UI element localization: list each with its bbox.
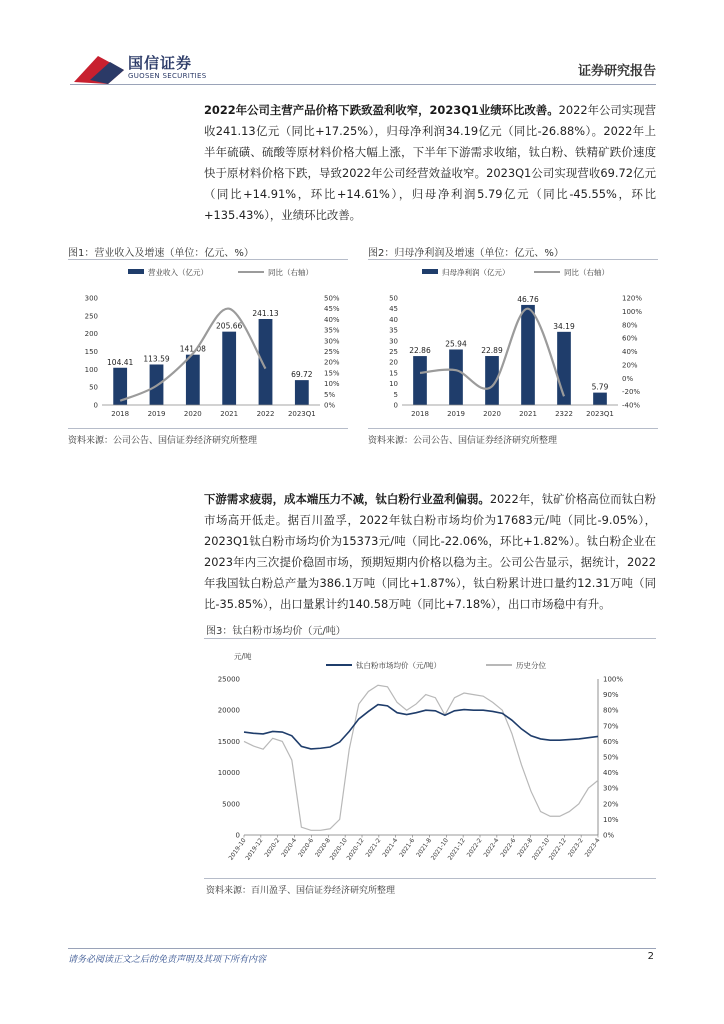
figure3-bottom-rule [204, 878, 656, 879]
x-tick-label: 2019-10 [227, 837, 248, 862]
paragraph-body: 2022年，钛矿价格高位而钛白粉市场高开低走。据百川盈孚，2022年钛白粉市场均价为17683元/吨（同比-9.05%），2023Q1钛白粉市场均价为15373元/吨（同比-22.06%，环比+1.82%）。钛白粉企业在2023年内三次提价稳固市场，预期短期内价格以稳为主。公司公告显示，据统计，2022年我国钛白粉总产量为386.1万吨（同比+1.87%），钛白粉累计进口量约12.31万吨（同比-35.85%），出口量累计约140.58万吨（同比+7.18%），出口市场稳中有升。 [204, 492, 656, 611]
y-left-tick-label: 0 [235, 831, 240, 840]
y-right-tick-label: 45% [324, 305, 340, 314]
figure1-source: 资料来源：公司公告、国信证券经济研究所整理 [68, 436, 258, 446]
y-left-tick-label: 25000 [217, 675, 240, 684]
figure3-top-rule [204, 638, 656, 639]
x-tick-label: 2020-2 [263, 837, 282, 859]
x-tick-label: 2022-12 [547, 837, 568, 862]
x-tick-label: 2023-4 [583, 837, 602, 859]
x-tick-label: 2023-2 [566, 837, 585, 859]
y-right-tick-label: 40% [603, 769, 619, 778]
y-right-tick-label: 10% [603, 815, 619, 824]
y-left-tick-label: 250 [84, 312, 98, 321]
figure3-chart [204, 641, 656, 877]
y-left-tick-label: 20 [389, 358, 398, 367]
x-tick-label: 2018 [411, 410, 429, 418]
bar-data-label: 25.94 [445, 339, 467, 349]
bar [259, 319, 273, 405]
x-tick-label: 2023Q1 [287, 410, 316, 418]
x-tick-label: 2019 [147, 410, 166, 418]
y-right-tick-label: 80% [603, 706, 619, 715]
x-tick-label: 2021-4 [381, 837, 400, 859]
bar-data-label: 22.86 [409, 346, 431, 356]
bar-data-label: 69.72 [291, 370, 313, 380]
company-name-en: GUOSEN SECURITIES [128, 72, 207, 80]
figure3-title: 图3：钛白粉市场均价（元/吨） [206, 626, 346, 637]
y-right-tick-label: 20% [622, 361, 638, 370]
y-left-tick-label: 150 [84, 348, 98, 356]
legend-bar-label: 营业收入（亿元） [148, 268, 208, 277]
y-left-tick-label: 25 [389, 348, 398, 356]
x-tick-label: 2022-4 [482, 837, 501, 859]
x-tick-label: 2020-8 [313, 837, 332, 859]
x-tick-label: 2020-6 [297, 837, 316, 859]
figure1-bottom-rule [68, 428, 348, 429]
x-tick-label: 2023Q1 [586, 410, 614, 418]
figure3-source: 资料来源：百川盈孚、国信证券经济研究所整理 [206, 886, 396, 896]
y-right-tick-label: 0% [324, 401, 336, 410]
y-left-tick-label: 5 [393, 390, 398, 399]
y-left-tick-label: 50 [89, 383, 98, 392]
x-tick-label: 2021 [220, 410, 239, 418]
legend-percentile-label: 历史分位 [516, 661, 546, 670]
y-left-tick-label: 100 [84, 365, 98, 374]
paragraph-heading: 2022年公司主营产品价格下跌致盈利收窄，2023Q1业绩环比改善。 [204, 103, 559, 117]
y-right-tick-label: 10% [324, 380, 340, 389]
y-right-tick-label: 90% [603, 691, 619, 700]
y-left-tick-label: 200 [84, 330, 98, 339]
y-right-tick-label: 30% [603, 784, 619, 793]
y-right-tick-label: 25% [324, 348, 340, 356]
y-right-tick-label: 60% [603, 737, 619, 746]
x-tick-label: 2018 [111, 410, 130, 418]
legend-bar-label: 归母净利润（亿元） [442, 268, 510, 277]
y-right-tick-label: 100% [603, 675, 624, 684]
legend-line-label: 同比（右轴） [564, 268, 609, 277]
figure2-title: 图2：归母净利润及增速（单位：亿元、%） [368, 248, 564, 259]
y-left-tick-label: 0 [393, 401, 398, 410]
y-right-tick-label: -20% [622, 388, 641, 397]
y-left-tick-label: 50 [389, 294, 398, 303]
percentile-line [244, 685, 598, 830]
bar-data-label: 34.19 [553, 321, 575, 331]
x-tick-label: 2019 [447, 410, 465, 418]
paragraph-body: 2022年公司实现营收241.13亿元（同比+17.25%），归母净利润34.19亿元（同比-26.88%）。2022年上半年硫磺、硫酸等原材料价格大幅上涨，下半年下游需求收缩，钛白粉、铁精矿跌价速度快于原材料价格下跌，导致2022年公司经营效益收窄。2023Q1公司实现营收69.72亿元（同比+14.91%，环比+14.61%），归母净利润5.79亿元（同比-45.55%，环比+135.43%），业绩环比改善。 [204, 103, 656, 222]
paragraph-industry [204, 489, 656, 615]
y-right-tick-label: 80% [622, 321, 638, 330]
bar [413, 356, 427, 405]
legend-price-label: 钛白粉市场均价（元/吨） [356, 661, 442, 670]
x-tick-label: 2022 [256, 410, 275, 418]
bar [449, 349, 463, 405]
bar-data-label: 141.08 [179, 344, 206, 354]
y-left-tick-label: 15 [389, 369, 398, 378]
y-left-tick-label: 10 [389, 380, 398, 389]
y-right-tick-label: 35% [324, 326, 340, 335]
x-tick-label: 2020-4 [280, 837, 299, 859]
bar [593, 393, 607, 405]
bar [222, 332, 236, 405]
legend-bar-swatch [422, 269, 438, 274]
figure2-chart [366, 262, 658, 422]
figure2-top-rule [368, 259, 658, 260]
x-tick-label: 2322 [555, 410, 573, 418]
y-right-tick-label: 120% [622, 294, 643, 303]
y-right-tick-label: 20% [603, 800, 619, 809]
paragraph-heading: 下游需求疲弱，成本端压力不减，钛白粉行业盈利偏弱。 [204, 492, 490, 506]
y-right-tick-label: 0% [622, 374, 634, 383]
figure1-chart [68, 262, 350, 422]
x-tick-label: 2020 [483, 410, 501, 418]
figure1-title: 图1：营业收入及增速（单位：亿元、%） [68, 248, 254, 259]
y-right-tick-label: 15% [324, 369, 340, 378]
figure1-top-rule [68, 259, 348, 260]
y-right-tick-label: 30% [324, 337, 340, 346]
footer-disclaimer: 请务必阅读正文之后的免责声明及其项下所有内容 [68, 955, 267, 965]
bar [186, 355, 200, 405]
x-tick-label: 2021-12 [446, 837, 467, 862]
bar [295, 380, 309, 405]
y-right-tick-label: 100% [622, 307, 643, 316]
paragraph-performance [204, 100, 656, 226]
legend-bar-swatch [128, 269, 144, 274]
legend-line-label: 同比（右轴） [268, 268, 313, 277]
y-left-tick-label: 5000 [222, 800, 240, 809]
y-right-tick-label: 40% [324, 315, 340, 324]
y-left-tick-label: 0 [93, 401, 98, 410]
bar-data-label: 205.66 [216, 321, 243, 331]
y-left-tick-label: 300 [84, 294, 98, 303]
y-left-tick-label: 30 [389, 337, 398, 346]
y-left-tick-label: 35 [389, 326, 398, 335]
bar-data-label: 113.59 [143, 354, 170, 364]
figure2-bottom-rule [368, 428, 658, 429]
x-tick-label: 2021-6 [398, 837, 417, 859]
report-type: 证券研究报告 [577, 64, 656, 79]
y-right-tick-label: -40% [622, 401, 641, 410]
y-right-tick-label: 50% [324, 294, 340, 303]
x-tick-label: 2021-8 [415, 837, 434, 859]
y-unit-label: 元/吨 [234, 652, 252, 661]
y-right-tick-label: 20% [324, 358, 340, 367]
y-left-tick-label: 15000 [217, 737, 240, 746]
figure2-source: 资料来源：公司公告、国信证券经济研究所整理 [368, 436, 558, 446]
y-right-tick-label: 50% [603, 753, 619, 762]
bar [521, 305, 535, 405]
y-right-tick-label: 0% [603, 831, 615, 840]
x-tick-label: 2021-10 [429, 837, 450, 862]
bar-data-label: 22.89 [481, 346, 503, 356]
x-tick-label: 2022-2 [465, 837, 484, 859]
y-right-tick-label: 60% [622, 334, 638, 343]
y-right-tick-label: 40% [622, 348, 638, 356]
x-tick-label: 2022-6 [499, 837, 518, 859]
y-right-tick-label: 5% [324, 390, 336, 399]
y-left-tick-label: 40 [389, 315, 398, 324]
bar-data-label: 5.79 [591, 382, 609, 392]
x-tick-label: 2022-10 [530, 837, 552, 862]
x-tick-label: 2022-8 [516, 837, 535, 859]
page-number: 2 [647, 951, 654, 962]
x-tick-label: 2020-10 [328, 837, 349, 862]
y-left-tick-label: 20000 [217, 706, 240, 715]
y-right-tick-label: 70% [603, 722, 619, 731]
x-tick-label: 2020 [183, 410, 202, 418]
page-header [0, 0, 724, 90]
y-left-tick-label: 10000 [217, 769, 240, 778]
bar-data-label: 46.76 [517, 294, 539, 304]
price-line [244, 705, 598, 749]
bar-data-label: 241.13 [252, 308, 279, 318]
footer-divider [68, 948, 656, 949]
header-divider [70, 84, 656, 85]
company-name: 国信证券 [128, 54, 193, 72]
x-tick-label: 2021 [519, 410, 537, 418]
bar-data-label: 104.41 [107, 357, 134, 367]
x-tick-label: 2019-12 [244, 837, 265, 862]
y-left-tick-label: 45 [389, 305, 398, 314]
x-tick-label: 2020-12 [345, 837, 366, 862]
x-tick-label: 2021-2 [364, 837, 383, 859]
